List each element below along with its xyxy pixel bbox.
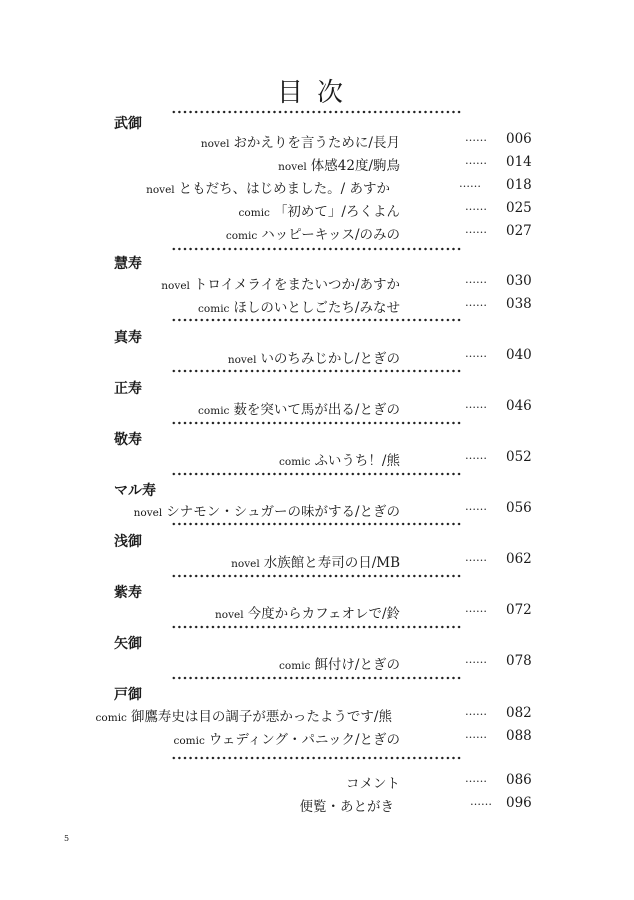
toc-entry[interactable] — [60, 131, 540, 153]
entry-page: 086 — [506, 772, 532, 788]
entry-kind: novel — [146, 184, 175, 196]
group-heading: 紫寿 — [114, 585, 142, 601]
toc-entry[interactable] — [60, 500, 540, 522]
page-number: 5 — [64, 834, 70, 843]
dotted-divider — [171, 756, 461, 760]
group-heading: マル寿 — [114, 483, 156, 499]
dotted-divider — [171, 676, 461, 680]
group-heading: 真寿 — [114, 330, 142, 346]
entry-kind: novel — [215, 609, 244, 621]
entry-page: 096 — [506, 795, 532, 811]
toc-entry[interactable] — [60, 200, 540, 222]
entry-title: ハッピーキッス/のみの — [261, 227, 400, 243]
entry-leader: …… — [465, 705, 487, 718]
entry-leader: …… — [465, 772, 487, 785]
entry-kind: comic — [173, 735, 205, 747]
group-heading: 慧寿 — [114, 256, 142, 272]
entry-title: コメント — [346, 776, 400, 792]
entry-page: 030 — [506, 273, 532, 289]
entry-leader: …… — [465, 273, 487, 286]
entry-page: 046 — [506, 398, 532, 414]
entry-leader: …… — [470, 795, 492, 808]
entry-page: 072 — [506, 602, 532, 618]
toc-entry[interactable] — [60, 398, 540, 420]
entry-title: 体感42度/駒鳥 — [310, 158, 400, 174]
entry-leader: …… — [465, 347, 487, 360]
entry-kind: novel — [278, 161, 307, 173]
entry-title: 便覧・あとがき — [299, 799, 394, 815]
entry-title: シナモン・シュガーの味がする/とぎの — [166, 504, 400, 520]
entry-kind: comic — [198, 405, 230, 417]
toc-entry[interactable] — [60, 347, 540, 369]
entry-leader: …… — [465, 398, 487, 411]
entry-leader: …… — [465, 223, 487, 236]
entry-leader: …… — [465, 728, 487, 741]
toc-entry[interactable] — [60, 653, 540, 675]
entry-leader: …… — [465, 602, 487, 615]
entry-title: 餌付け/とぎの — [314, 657, 400, 673]
entry-leader: …… — [465, 296, 487, 309]
entry-page: 078 — [506, 653, 532, 669]
entry-leader: …… — [465, 449, 487, 462]
entry-kind: novel — [227, 354, 257, 366]
group-heading: 矢御 — [114, 636, 142, 652]
entry-kind: novel — [133, 507, 163, 519]
dotted-divider — [171, 318, 461, 322]
entry-page: 062 — [506, 551, 532, 567]
entry-page: 006 — [506, 131, 532, 147]
toc-entry[interactable] — [60, 705, 540, 727]
entry-title: 水族館と寿司の日/MB — [263, 555, 400, 571]
group-heading: 戸御 — [114, 687, 142, 703]
entry-page: 018 — [506, 177, 532, 193]
entry-title: ほしのいとしごたち/みなせ — [233, 300, 400, 316]
dotted-divider — [171, 522, 461, 526]
entry-title: 「初めて」/ろくよん — [273, 204, 400, 220]
entry-leader: …… — [465, 200, 487, 213]
entry-kind: comic — [95, 712, 127, 724]
toc-entry[interactable] — [60, 728, 540, 750]
dotted-divider — [171, 625, 461, 629]
group-heading: 正寿 — [114, 381, 142, 397]
entry-kind: comic — [238, 207, 270, 219]
entry-title: ふいうち！/熊 — [314, 453, 400, 469]
entry-kind: comic — [279, 660, 311, 672]
entry-page: 014 — [506, 154, 532, 170]
entry-title: 今度からカフェオレで/鈴 — [247, 606, 400, 622]
entry-leader: …… — [465, 500, 487, 513]
entry-page: 056 — [506, 500, 532, 516]
toc-entry-afterword[interactable] — [60, 795, 540, 817]
toc-entry[interactable] — [60, 273, 540, 295]
entry-page: 088 — [506, 728, 532, 744]
entry-page: 025 — [506, 200, 532, 216]
entry-leader: …… — [465, 653, 487, 666]
dotted-divider — [171, 472, 461, 476]
dotted-divider — [171, 421, 461, 425]
toc-entry[interactable] — [60, 602, 540, 624]
entry-title: 薮を突いて馬が出る/とぎの — [233, 402, 400, 418]
entry-leader: …… — [465, 551, 487, 564]
entry-leader: …… — [465, 131, 487, 144]
toc-entry[interactable] — [60, 223, 540, 245]
entry-kind: comic — [279, 456, 311, 468]
entry-title: ウェディング・パニック/とぎの — [208, 732, 400, 748]
entry-kind: novel — [161, 280, 190, 292]
entry-kind: novel — [231, 558, 260, 570]
entry-page: 052 — [506, 449, 532, 465]
entry-leader: …… — [465, 154, 487, 167]
toc-entry[interactable] — [60, 551, 540, 573]
dotted-divider — [171, 247, 461, 251]
dotted-divider — [171, 369, 461, 373]
toc-entry[interactable] — [60, 177, 540, 199]
dotted-divider — [171, 110, 461, 114]
entry-leader: …… — [459, 177, 481, 190]
toc-entry[interactable] — [60, 449, 540, 471]
entry-title: ともだち、はじめました。/ あすか — [178, 181, 390, 197]
toc-entry[interactable] — [60, 296, 540, 318]
entry-title: いのちみじかし/とぎの — [260, 351, 400, 367]
group-heading: 浅御 — [114, 534, 142, 550]
entry-title: おかえりを言うために/長月 — [233, 135, 400, 151]
entry-kind: novel — [200, 138, 230, 150]
entry-title: トロイメライをまたいつか/あすか — [193, 277, 400, 293]
entry-page: 038 — [506, 296, 532, 312]
dotted-divider — [171, 574, 461, 578]
entry-title: 御鷹寿史は目の調子が悪かったようです/熊 — [130, 709, 392, 725]
entry-kind: comic — [198, 303, 230, 315]
entry-page: 040 — [506, 347, 532, 363]
entry-kind: comic — [225, 230, 258, 242]
group-heading: 武御 — [114, 116, 142, 132]
entry-page: 027 — [506, 223, 532, 239]
toc-entry[interactable] — [60, 154, 540, 176]
page-title: 目次 — [276, 78, 357, 108]
entry-page: 082 — [506, 705, 532, 721]
toc-entry-comment[interactable] — [60, 772, 540, 794]
group-heading: 敬寿 — [114, 432, 142, 448]
